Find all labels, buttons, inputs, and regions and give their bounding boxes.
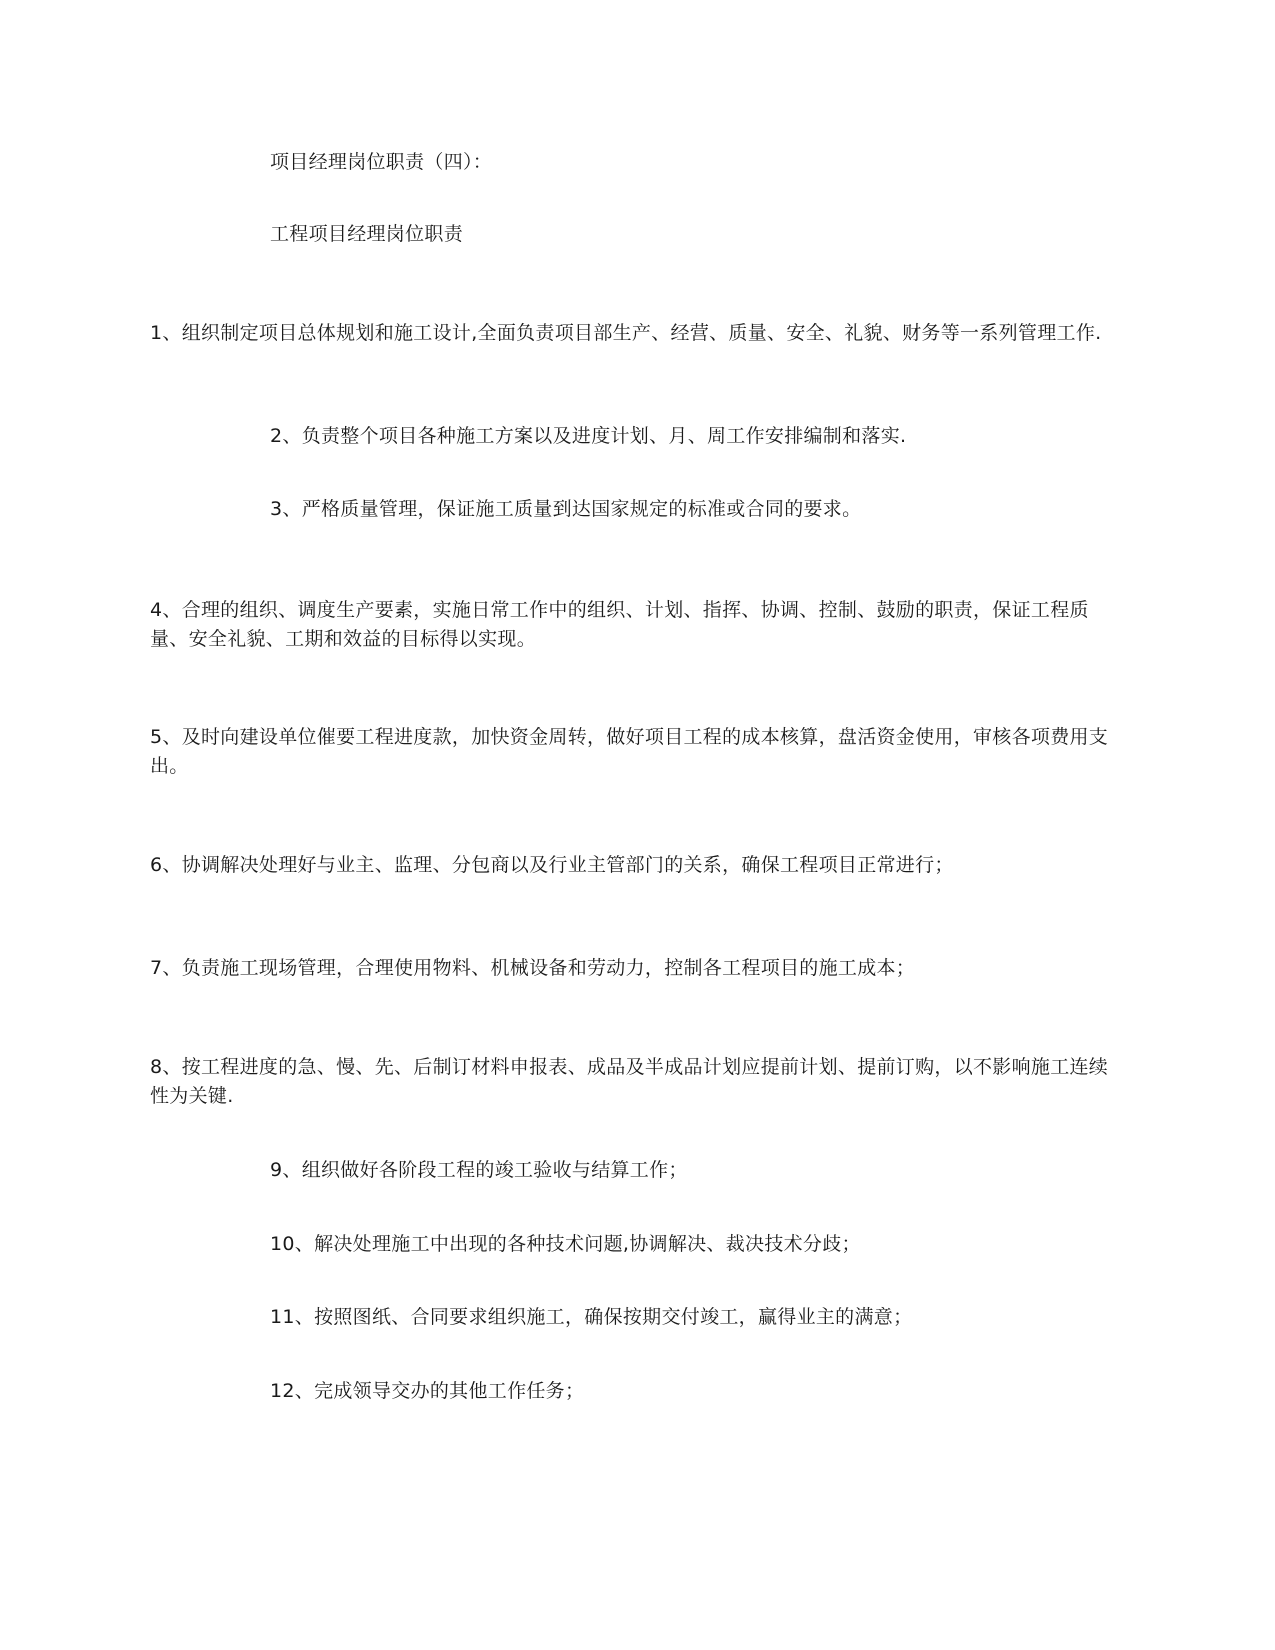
list-item: 7、负责施工现场管理，合理使用物料、机械设备和劳动力，控制各工程项目的施工成本； — [150, 957, 916, 979]
list-item: 9、组织做好各阶段工程的竣工验收与结算工作； — [270, 1159, 688, 1181]
list-item: 3、严格质量管理，保证施工质量到达国家规定的标准或合同的要求。 — [270, 498, 862, 520]
list-item: 12、完成领导交办的其他工作任务； — [270, 1380, 585, 1402]
document-subheading: 工程项目经理岗位职责 — [270, 223, 464, 245]
list-item: 11、按照图纸、合同要求组织施工，确保按期交付竣工，赢得业主的满意； — [270, 1306, 913, 1328]
list-item: 1、组织制定项目总体规划和施工设计,全面负责项目部生产、经营、质量、安全、礼貌、财务等一系列管理工作. — [150, 322, 1102, 344]
list-item: 6、协调解决处理好与业主、监理、分包商以及行业主管部门的关系，确保工程项目正常进行； — [150, 854, 954, 876]
document-heading: 项目经理岗位职责（四）： — [270, 151, 493, 173]
list-item: 5、及时向建设单位催要工程进度款，加快资金周转，做好项目工程的成本核算，盘活资金使用，审核各项费用支出。 — [150, 726, 1109, 777]
list-item: 8、按工程进度的急、慢、先、后制订材料申报表、成品及半成品计划应提前计划、提前订购，以不影响施工连续性为关键. — [150, 1056, 1109, 1107]
list-item: 2、负责整个项目各种施工方案以及进度计划、月、周工作安排编制和落实. — [270, 425, 907, 447]
list-item: 10、解决处理施工中出现的各种技术问题,协调解决、裁决技术分歧； — [270, 1233, 861, 1255]
list-item: 4、合理的组织、调度生产要素，实施日常工作中的组织、计划、指挥、协调、控制、鼓励的职责，保证工程质量、安全礼貌、工期和效益的目标得以实现。 — [150, 599, 1089, 650]
